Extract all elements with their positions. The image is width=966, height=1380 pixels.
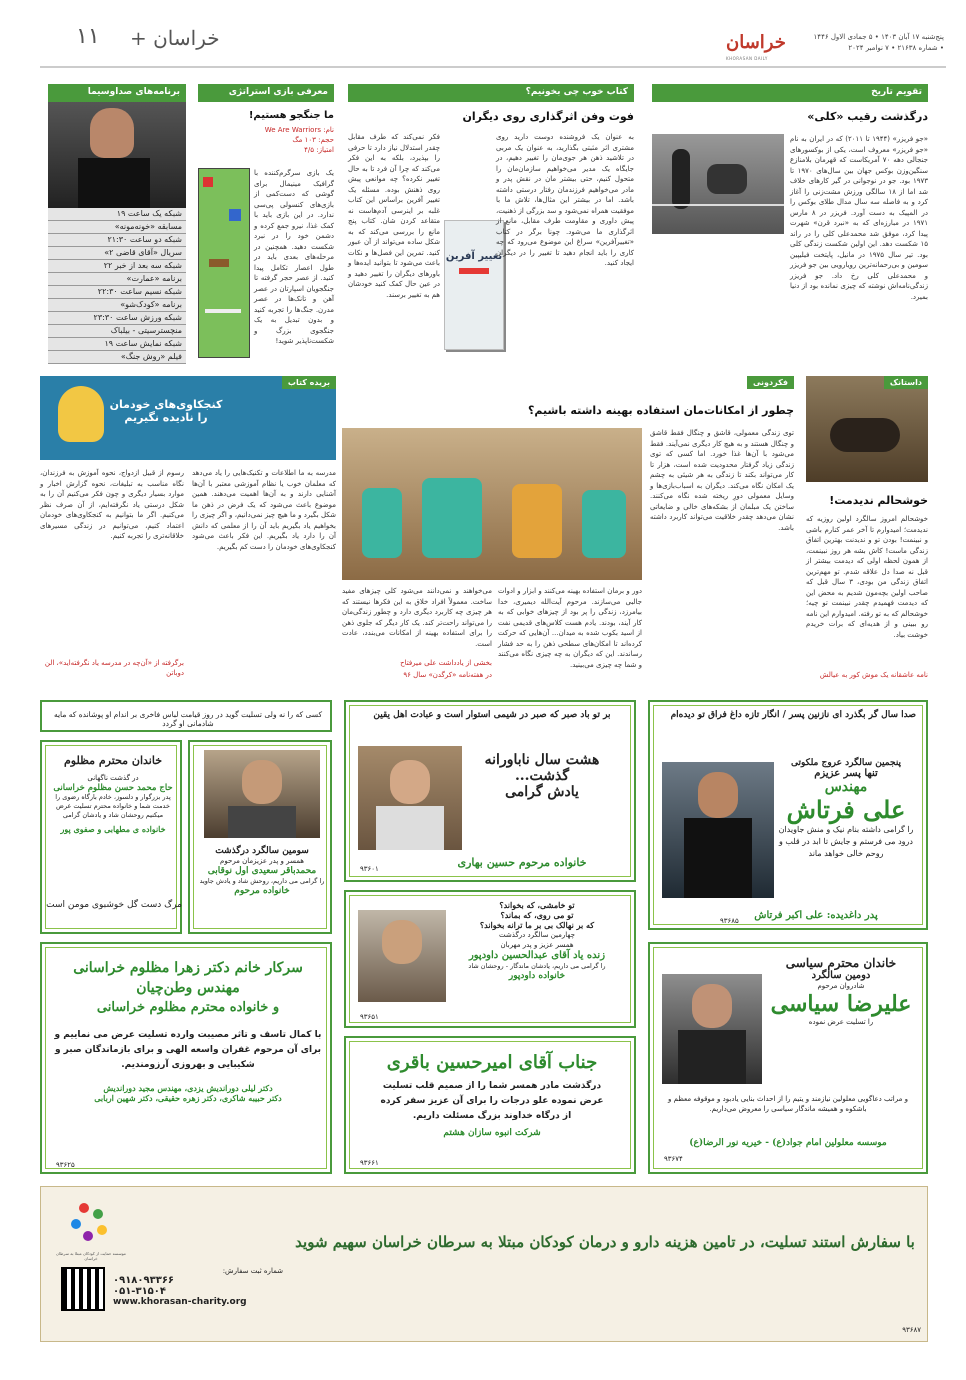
ad-fartash-l2: تنها پسر عزیزم (814, 768, 878, 779)
bookshelf-tag: بریده کتاب (282, 376, 336, 389)
section-title: خراسان + (130, 26, 220, 50)
thinking-body-3: می‌خواهند و نمی‌دانند می‌شود کلی چیزهای مفید ساخت. معمولاً افراد خلاق به این فکرها نیستند که هر چیزی چه کاربرد دیگری دارد و چطور زندگی‌مان را می‌تواند راحت‌تر کند. یک کار دیگر که جلوی ذهن را برای استفاده بهینه از امکانات می‌بندد، عادت است. (342, 587, 492, 648)
davoudpour-photo (358, 910, 446, 1002)
bookshelf-title-1: کنجکاوی‌های خودمان (109, 398, 223, 411)
ad-siasi-anniv: دومین سالگرد (811, 970, 871, 981)
obituary-ad-davoudpour (344, 890, 636, 1028)
bahari-photo (358, 746, 462, 850)
tv-row: سریال «آقای قاضی ۲» (48, 247, 186, 260)
ad-bahari-title-3: یادش گرامی (505, 784, 579, 800)
barrel-furniture-photo (342, 428, 642, 580)
mole-photo (806, 376, 928, 482)
calendar-body: «جو فریزر» (۱۹۴۴ تا ۲۰۱۱) که در ایران به نام «جو فریزر» معروف است، یکی از بوکسورهای جنجالی دهه ۷۰ آمریکاست که قهرمان بلامنازع سنگین‌وزن بوکس جهان بین سال‌های ۱۹۷۰ تا ۱۹۷۳ بود. جو در نوجوانی در گیر کارهای خلاف شد اما از ۱۸ سالگی ورزش مشت‌زنی را آغاز کرد و به فاصله سه سال مدال طلای بوکس را در المپیک به دست آورد. فریزر در ۸ مارس ۱۹۷۱ در مبارزه‌ای که به «نبرد قرن» شهرت پیدا کرد، موفق شد محمدعلی کلی را در راند ۱۵ شکست دهد. این اولین شکست زندگی کلی بود. تیر سال ۱۹۷۵ در مانیل، پایتخت فیلیپین سومین و بی‌رحمانه‌ترین رویارویی بین جو فریزر و محمدعلی کلی رخ داد. جو فریزر زندگی‌نامه‌اش نوشته که چیزی نمانده بود از دنیا بمیرد. (790, 135, 928, 301)
host-photo (48, 102, 186, 208)
game-size: حجم: ۱۰۳ مگ (292, 136, 334, 144)
tv-schedule (48, 208, 186, 364)
ad-mazloum-footer: مرگ دست گل خوشبوی مومن است (46, 900, 182, 910)
game-rating: امتیاز: ۴/۵ (304, 146, 334, 154)
ad-mk-title-1: سرکار خانم دکتر زهرا مظلوم خراسانی (73, 960, 303, 976)
ad-bagheri-title: جناب آقای امیرحسین باقری (386, 1052, 598, 1073)
anecdote-title: خوشحالم ندیدمت! (829, 494, 928, 507)
bookshelf-title-2: را نادیده نگیریم (124, 411, 208, 424)
ad-code: ۹۳۶۸۷ (902, 1326, 921, 1334)
tv-row: شبکه یک ساعت ۱۹ (48, 208, 186, 221)
tv-row: شبکه نسیم ساعت ۲۲:۳۰ (48, 286, 186, 299)
calendar-title: درگذشت رقیب «کلی» (807, 110, 928, 123)
banner-text: با سفارش استند تسلیت، در تامین هزینه دارو و درمان کودکان مبتلا به سرطان خراسان سهیم شوید (295, 1233, 915, 1251)
ad-siasi-name: علیرضا سیاسی (770, 991, 912, 1017)
ad-davoudpour-family: خانواده داودپور (508, 971, 566, 981)
book-title: فوت وفن اثرگذاری روی دیگران (462, 110, 634, 123)
game-title: ما جنگجو هستیم! (248, 110, 334, 121)
ad-mk-title-2: مهندس وطن‌چیان (136, 980, 240, 996)
qr-code (61, 1267, 105, 1311)
ad-mk-title-3: و خانواده محترم مظلوم خراسانی (96, 1000, 280, 1015)
game-body: یک بازی سرگرم‌کننده با گرافیک مینیمال برای گوشی که دست‌کمی از بازی‌های کنسولی پی‌سی ندارد. در این بازی باید با کمک غذا، نیرو جمع کرده و دشمن خود را در نبرد شکست دهید. همچنین در مرحله‌های بعدی باید در طول اعصار تکامل پیدا کنید. از عصر حجر گرفته تا جنگجویان اسپارتان در عصر آهن و تانک‌ها در عصر مدرن. جنگ‌ها را تجربه کنید و بدون تبدیل به یک جنگجوی بزرگ و شکست‌ناپذیر شوید! (254, 169, 334, 345)
game-name: نام: We Are Warriors (264, 126, 334, 134)
obituary-ad-bahari (344, 700, 636, 882)
obituary-ad-saeedi-body (188, 740, 332, 934)
ad-code: ۹۳۶۵۱ (360, 1013, 379, 1021)
anecdote-tag: داستانک (884, 376, 928, 389)
phone-1[interactable]: ۰۹۱۸۰۹۳۳۶۶ (113, 1275, 175, 1286)
phone-2[interactable]: ۰۵۱-۳۱۵۰۴ (113, 1286, 166, 1297)
ad-siasi-sign: موسسه معلولین امام جواد(ع) - خیریه نور الرضا(ع) (689, 1138, 887, 1148)
ad-bahari-header: بر تو باد صبر که صبر در شیمی استوار است و عبادت اهل یقین (373, 710, 611, 720)
ad-siasi-body-2: و مراتب دعاگویی معلولین نیازمند و یتیم را از احداث بنایی یادبود و موقوفه معظم و باشکوه و همیشه ماندگار سیاسی را معروض می‌داریم. (668, 1095, 908, 1113)
tv-tag: برنامه‌های صداوسیما (48, 84, 186, 102)
ad-mk-body: با کمال تاسف و تاثر مصیبت وارده تسلیت عرض می نماییم و برای آن مرحوم غفران واسعه الهی و برای بازماندگان صبر و شکیبایی و بهروزی آرزومندیم. (54, 1030, 322, 1070)
tv-row: برنامه «عمارت» (48, 273, 186, 286)
bookshelf-body-2: رسوم از قبیل ازدواج، نحوه آموزش به فرزندان، نگاه مناسب به تبلیغات، نحوه گزارش اخبار و موارد بسیار دیگری و چون فکر می‌کنیم آن را به شکل درستی یاد نگرفته‌ایم، از آن صرف نظر می‌کنیم. اگر ما بتوانیم به کنجکاوی‌های خودمان اعتماد کنیم، می‌توانیم در زندگی مسیرهای خلاقانه‌تری را تجربه کنیم. (40, 469, 184, 540)
tv-row: برنامه «کودک‌شو» (48, 299, 186, 312)
bookshelf-column (40, 376, 336, 686)
ad-fartash-title: مهندس (824, 779, 868, 795)
ad-mazloum-title: خاندان محترم مظلوم (63, 754, 163, 767)
book-cover-title: تغییر آفرین (445, 251, 503, 262)
ad-fartash-header: صدا سال گر بگذرد ای نازنین پسر / انگار تازه داغ فراق تو دیده‌ام (670, 710, 916, 720)
obituary-ad-saeedi (40, 700, 332, 732)
game-tag: معرفی بازی استراتژی (198, 84, 334, 102)
ad-davoudpour-quote-1: تو خامشی، که بخواند؟ (499, 900, 575, 910)
thinking-title: چطور از امکانات‌مان استفاده بهینه داشته باشیم؟ (528, 404, 794, 417)
ad-bagheri-body-2: عرض نموده علو درجات را برای آن عزیز سفر کرده (380, 1096, 604, 1106)
ad-saeedi-relation: همسر و پدر عزیزمان مرحوم (220, 857, 304, 865)
thinking-body-2: دور و برمان استفاده بهینه می‌کنند و ابزار و ادوات جالبی می‌سازند. مرحوم آیت‌الله دیمیری، خدا بیامرزد، زندگی را پر بود از چیزهای خوابی که به کار آیند، بودند. یادم هست کلاس‌های قدیمی نفت از اسید بکوب شده به میدان... آن‌هایی که حرکت کرده‌اند تا امکان‌های سطحی ذهن را به حد فشار رساندند. این که دیگران به چه چیزی نگاه می‌کنند و شما چه چیزی می‌بینید. (498, 587, 642, 669)
charity-logo (71, 1203, 111, 1243)
ad-siasi-body-1: را تسلیت عرض نموده (808, 1018, 874, 1026)
ad-saeedi-family: خانواده مرحوم (234, 886, 290, 896)
ad-code: ۹۳۶۸۵ (720, 917, 739, 925)
ad-bagheri-sign: شرکت انبوه سازان هشتم (443, 1128, 541, 1138)
ad-bahari-title-1: هشت سال ناباورانه (484, 752, 600, 768)
ad-bagheri-body-1: درگذشت مادر همسر شما را از صمیم قلب تسلیت (382, 1081, 602, 1091)
ad-fartash-sign: پدر داغدیده: علی اکبر فرتاش (754, 910, 878, 921)
ad-davoudpour-anniv: چهارمین سالگرد درگذشت (499, 931, 575, 939)
anecdote-source: نامه عاشقانه یک موش کور به عیالش (819, 671, 928, 679)
tv-row: فیلم «روش جنگ» (48, 351, 186, 364)
book-cover (444, 220, 504, 350)
tv-column (48, 84, 186, 366)
newspaper-logo: خراسان (726, 32, 786, 53)
book-body-left: فکر نمی‌کند که طرف مقابل چقدر استدلال نیاز دارد تا حرفی را بپذیرد، بلکه به این فکر می‌کند که چرا آن فرد تا به حال تغییر نکرده؟ چه موانعی پیش روی ذهنش بوده. مسئله یک تغییر آفرین براساس این کتاب غلبه بر اینرسی آدم‌هاست نه متقاعد کردن شان. کتاب پنج مانع را بررسی می‌کند که به شکل ساده می‌تواند از آن عبور کنید. تمرین این فصل‌ها و نکات باعث می‌شود تا بتوانید ایده‌ها و باورهای دیگران را تغییر دهید و در عین حال کمک کنید خودشان هم به تغییر برسند. (348, 133, 440, 299)
ad-davoudpour-body: را گرامی می داریم، یادشان ماندگار - روحشان شاد (468, 962, 606, 970)
ad-mk-sign-1: دکتر لیلی دوراندیش یزدی، مهندس مجید دوراندیش (103, 1083, 273, 1093)
thinking-source: بخشی از یادداشت علی میرفتاح (400, 659, 492, 667)
calendar-column (652, 84, 928, 366)
book-tag: کتاب خوب چی بخونیم؟ (348, 84, 634, 102)
ad-mazloum-body: پدر بزرگوار و دلسوز، خادم بارگاه رضوی را خدمت شما و خانواده محترم تسلیت عرض میکنیم روحشان شاد و یادشان گرامی (55, 793, 171, 819)
book-body-right: به عنوان یک فروشنده دوست دارید روی مشتری اثر مثبتی بگذارید، به عنوان یک مربی در تلاشید ذهن هر جوی‌مان را تغییر دهیم، در جایگاه یک مدیر می‌خواهیم سازمان‌مان را متحول کنیم، حتی بیشتر مان در نقش پدر و مادر می‌خواهیم فرزندمان رفتار درستی داشته باشد. اما در بیشتر این مثال‌ها، تلاش ما با موفقیت همراه نمی‌شود و سد بزرگی از ذهنیت، پیش داوری و مقاومت طرف مقابل، مانع از اثرگذاری ما می‌شود. چونا برگر در کتاب «تغییرآفرین» سراغ این موضوع می‌رود که چه کاری را باید انجام دهید تا تغییر را در دیگران ایجاد کنید. (496, 133, 634, 267)
siasi-photo (662, 974, 762, 1084)
ad-fartash-name: علی فرتاش (786, 795, 906, 824)
ad-mk-sign-2: دکتر حبیبه شاکری، دکتر زهره حقیقی، دکتر شهین اربابی (94, 1093, 282, 1103)
ad-fartash-l1: پنجمین سالگرد عروج ملکوتی (790, 758, 902, 768)
thinking-source-2: در هفته‌نامه «کرگدن» سال ۹۶ (403, 671, 492, 679)
ad-davoudpour-relation: همسر عزیز و پدر مهربان (500, 941, 574, 949)
ad-siasi-l1: شادروان مرحوم (817, 982, 865, 990)
charity-org: موسسه حمایت از کودکان مبتلا به سرطان خراسان (56, 1251, 126, 1261)
logo-subtitle: KHORASAN DAILY (726, 56, 768, 61)
ad-fartash-body: را گرامی داشته بنام نیک و منش جاویدان درود می فرستم و جایش تا ابد در قلب و روحم خالی خواهد ماند (778, 825, 914, 858)
tv-row: شبکه ورزش ساعت ۲۳:۳۰ (48, 312, 186, 325)
calendar-tag: تقویم تاریخ (652, 84, 928, 102)
page-header (40, 18, 946, 68)
ad-bahari-family: خانواده مرحوم حسین بهاری (457, 856, 587, 869)
anecdote-body: خوشحالم امروز سالگرد اولین روزیه که ندیدمت؛ امیدوارم تا آخر عمر کنارم باشی و نبینمت! بودن تو و ندیدنت بهترین اتفاق زندگی ماست! کاش بشه هر روز نبینمت، از همون لحظه اولی که دیدمت بیشتر از قبل نه صدا دل‌ علاقه شدم. تو مهم‌ترین اتفاق زندگی من بودی، ۳ سال قبل که صاحب اولین بچه‌مون شدیم به محض این که دیدمت فهمیدم چقدر نبینمت تو چیه؛ خوشحالم که به تو رفته. امیدوارم این نامه رو ببینی و از هدیه‌ای که برات خریدم خوشت بیاد. (806, 515, 928, 639)
tv-row: شبکه سه بعد از خبر ۲۲ (48, 260, 186, 273)
tv-row: شبکه نمایش ساعت ۱۹ (48, 338, 186, 351)
ad-davoudpour-name: زنده یاد آقای عبدالحسین داودپور (468, 950, 606, 961)
ad-saeedi-header: کسی که را نه ولی تسلیت گوید در روز قیامت لباس فاخری بر اندام او پوشانده که مایه شادمانی او گردد (53, 710, 323, 728)
ad-saeedi-anniv: سومین سالگرد درگذشت (215, 846, 309, 856)
charity-url[interactable]: www.khorasan-charity.org (113, 1297, 247, 1307)
game-column (198, 84, 334, 366)
ad-siasi-title: خاندان محترم سیاسی (785, 956, 897, 970)
game-screenshot (198, 168, 250, 358)
page-number: ۱۱ (76, 24, 100, 49)
ad-davoudpour-quote-3: که بر نهالک بی بر ما ترانه بخواند؟ (479, 920, 595, 930)
obituary-ad-bagheri (344, 1036, 636, 1174)
bookshelf-body-1: مدرسه به ما اطلاعات و تکنیک‌هایی را یاد می‌دهد که معلمان خوب یا نظام آموزشی معتبر با آن‌ها آشنایی دارند و به آن‌ها اهمیت می‌دهند. همین موضوع باعث می‌شود که یک فرض در ذهن ما شکل بگیرد و ما هیچ چیز نمی‌دانیم، و اگر چیزی را بخواهیم یاد بگیریم باید آن را از معلمی که دانش آن را دارد یاد بگیریم. این فکر باعث می‌شود کنجکاوی‌های خودمان را دست کم بگیریم. (192, 469, 336, 551)
ad-code: ۹۳۶۲۵ (56, 1161, 75, 1169)
book-column (348, 84, 634, 366)
obituary-ad-mazloum-khorasani (40, 942, 332, 1174)
charity-banner (40, 1186, 928, 1342)
saeedi-photo (204, 750, 320, 838)
ad-code: ۹۳۶۶۱ (360, 1159, 379, 1167)
tv-row: منچسترسیتی - بیلباک (48, 325, 186, 338)
ad-mazloum-sign: خانواده ی مطهابی و صفوی پور (60, 824, 166, 834)
obituary-ad-siasi (648, 942, 928, 1174)
thinking-body-1: توی زندگی معمولی، قاشق و چنگال فقط قاشق و چنگال هستند و به هیچ کار دیگری نمی‌آیند. فقط می‌شود با آن‌ها غذا خورد. اما کسی که توی زندگی زیاد گرفتار محدودیت شده است، هزار تا کار می‌تواند بکند تا زندگی به هر شیئی به چشم یک امکان نگاه می‌کند. دیگران به اسباب‌بازی‌ها و وسایل معمولی دورِ ریخته شده نگاه می‌کنند. ساختن یک مبلمان از بشکه‌های خالی و ضایعاتی نشان می‌دهد چقدر خلاقیت می‌تواند کاربرد داشته باشد. (650, 429, 794, 532)
phone-label: شماره ثبت سفارش: (222, 1267, 283, 1275)
ad-davoudpour-quote-2: تو می روی، که بماند؟ (500, 910, 574, 920)
ad-bahari-title-2: گذشت... (514, 768, 570, 784)
thinking-column (342, 376, 794, 686)
ad-code: ۹۳۶۰۱ (360, 865, 379, 873)
fartash-photo (662, 762, 774, 898)
ad-mazloum-l1: در گذشت ناگهانی (87, 774, 139, 782)
ad-saeedi-body: را گرامی می داریم، روحش شاد و یادش جاوید (199, 877, 325, 885)
tv-row: مسابقه «خونه‌مونه» (48, 221, 186, 234)
ad-code: ۹۳۶۷۴ (664, 1155, 683, 1163)
ad-mazloum-name: حاج محمد حسن مظلوم خراسانی (53, 783, 173, 793)
tv-row: شبکه دو ساعت ۲۱:۳۰ (48, 234, 186, 247)
anecdote-column (806, 376, 928, 686)
obituary-ad-fartash (648, 700, 928, 930)
date-line: پنج‌شنبه ۱۷ آبان ۱۴۰۳ • ۵ جمادی الاول ۱۴۴۶ • شماره ۲۱۶۳۸ • ۷ نوامبر ۲۰۲۴ (813, 33, 944, 52)
thinking-tag: فکردونی (747, 376, 794, 389)
ad-saeedi-name: محمدباقر سعیدی اول نوقابی (207, 866, 317, 876)
bookshelf-source: برگرفته از «آن‌چه در مدرسه یاد نگرفته‌اید»، الن دوباتن (44, 659, 184, 677)
ad-bagheri-body-3: از درگاه خداوند بزرگ مسئلت داریم. (412, 1111, 572, 1121)
